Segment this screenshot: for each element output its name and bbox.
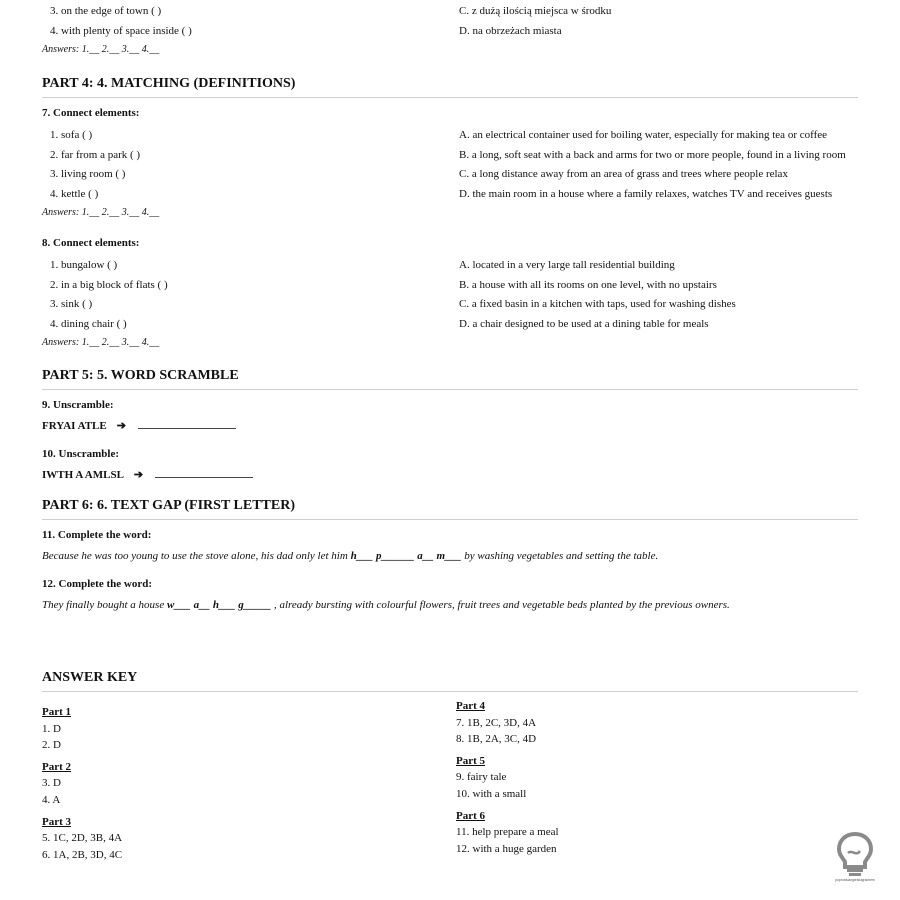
question-title: 7. Connect elements: — [42, 107, 140, 119]
gap-word[interactable]: p______ — [375, 550, 415, 562]
question-12 — [42, 577, 858, 612]
gap-sentence — [42, 549, 858, 563]
matching-left-item: 4. dining chair ( ) — [50, 317, 127, 330]
part5-section — [42, 367, 858, 390]
answer-key-group — [42, 704, 122, 754]
matching-row — [42, 295, 858, 315]
answer-key-title: ANSWER KEY — [42, 669, 858, 692]
matching-row — [42, 256, 858, 276]
sentence-text: by washing vegetables and setting the table. — [461, 550, 659, 562]
answer-key-part-heading: Part 2 — [42, 760, 72, 773]
answer-key-group — [456, 808, 559, 858]
question-8 — [42, 236, 858, 350]
matching-left-item: 3. sink ( ) — [50, 298, 93, 311]
answer-key-group — [42, 759, 122, 809]
answer-key-right-column — [456, 698, 559, 857]
answer-key-item: 11. help prepare a meal — [456, 826, 559, 839]
question-9 — [42, 398, 236, 433]
matching-left-item: 1. bungalow ( ) — [50, 259, 118, 271]
answers-line: Answers: 1.__ 2.__ 3.__ 4.__ — [42, 337, 160, 349]
matching-continuation — [42, 2, 858, 57]
sentence-text: Because he was too young to use the stove alone, his dad only let him — [42, 550, 351, 562]
matching-right-item: D. na obrzeżach miasta — [459, 24, 562, 37]
answers-line: Answers: 1.__ 2.__ 3.__ 4.__ — [42, 44, 160, 56]
matching-right-item: B. a house with all its rooms on one level, with no upstairs — [459, 278, 717, 291]
matching-row — [42, 22, 858, 42]
answer-key-item: 5. 1C, 2D, 3B, 4A — [42, 832, 123, 845]
matching-row — [42, 165, 858, 185]
answer-key-item: 3. D — [42, 777, 61, 790]
arrow-icon: ➔ — [116, 420, 126, 432]
question-title: 9. Unscramble: — [42, 399, 114, 411]
matching-row — [42, 185, 858, 205]
matching-right-item: D. a chair designed to be used at a dining table for meals — [459, 317, 709, 330]
gap-word[interactable]: h___ — [350, 550, 374, 562]
answer-key-part-heading: Part 6 — [456, 809, 486, 822]
answer-key-item: 6. 1A, 2B, 3D, 4C — [42, 848, 123, 861]
answers-line: Answers: 1.__ 2.__ 3.__ 4.__ — [42, 207, 160, 219]
matching-left-item: 4. with plenty of space inside ( ) — [50, 24, 192, 37]
gap-sentence — [42, 598, 858, 612]
arrow-icon: ➔ — [133, 469, 144, 481]
answer-key-item: 12. with a huge garden — [456, 842, 557, 855]
gap-word[interactable]: a__ — [193, 599, 211, 611]
matching-left-item: 4. kettle ( ) — [50, 187, 99, 200]
matching-left-item: 2. far from a park ( ) — [50, 148, 141, 161]
sentence-text: , already bursting with colourful flowers, fruit trees and vegetable beds planted by the previous owners. — [271, 599, 730, 611]
question-title: 12. Complete the word: — [42, 578, 152, 590]
question-title: 8. Connect elements: — [42, 237, 140, 249]
answer-key-item: 9. fairy tale — [456, 771, 507, 784]
part-title: PART 5: 5. WORD SCRAMBLE — [42, 367, 858, 390]
matching-left-item: 3. living room ( ) — [50, 168, 126, 181]
matching-row — [42, 126, 858, 146]
question-10 — [42, 447, 253, 482]
matching-right-item: C. a long distance away from an area of grass and trees where people relax — [459, 168, 788, 181]
answer-blank[interactable] — [155, 467, 253, 478]
question-title: 10. Unscramble: — [42, 448, 119, 460]
lightbulb-icon — [826, 831, 884, 883]
part6-section — [42, 497, 858, 520]
matching-row — [42, 315, 858, 335]
answer-key-left-column — [42, 704, 122, 863]
matching-right-item: D. the main room in a house where a family relaxes, watches TV and receives guests — [459, 187, 833, 200]
question-title: 11. Complete the word: — [42, 529, 152, 541]
answer-key-part-heading: Part 4 — [456, 700, 486, 712]
scrambled-word: IWTH A AMLSL — [42, 469, 124, 481]
matching-row — [42, 2, 858, 22]
answer-key-part-heading: Part 1 — [42, 706, 72, 718]
answer-key-item: 1. D — [42, 722, 61, 735]
sentence-text: They finally bought a house — [42, 599, 167, 611]
matching-right-item: A. located in a very large tall residential building — [459, 259, 675, 271]
answer-key-item: 8. 1B, 2A, 3C, 4D — [456, 733, 537, 746]
matching-right-item: B. a long, soft seat with a back and arms for two or more people, found in a living room — [459, 148, 846, 161]
part4-section — [42, 75, 858, 98]
matching-left-item: 1. sofa ( ) — [50, 129, 93, 141]
answer-key-item: 2. D — [42, 739, 61, 752]
matching-row — [42, 276, 858, 296]
gap-word[interactable]: a__ — [417, 550, 434, 562]
answer-key-group — [456, 698, 559, 748]
logo-caption: poprostuangielskigrachem — [835, 878, 875, 882]
scrambled-word: FRYAI ATLE — [42, 420, 107, 432]
matching-right-item: C. z dużą ilością miejsca w środku — [459, 5, 612, 17]
matching-left-item: 2. in a big block of flats ( ) — [50, 278, 168, 291]
matching-right-item: C. a fixed basin in a kitchen with taps, used for washing dishes — [459, 298, 736, 311]
brand-logo — [826, 831, 884, 883]
scramble-line — [42, 418, 236, 433]
gap-word[interactable]: w___ — [166, 599, 191, 611]
part-title: PART 4: 4. MATCHING (DEFINITIONS) — [42, 75, 858, 98]
answer-blank[interactable] — [138, 418, 236, 429]
question-7 — [42, 106, 858, 220]
gap-word[interactable]: h___ — [212, 599, 236, 611]
matching-right-item: A. an electrical container used for boiling water, especially for making tea or coffee — [459, 129, 828, 141]
answer-key-group — [456, 753, 559, 803]
answer-key-item: 7. 1B, 2C, 3D, 4A — [456, 716, 537, 729]
answer-key-group — [42, 814, 122, 864]
gap-word[interactable]: m___ — [436, 550, 462, 562]
answer-key-section — [42, 669, 858, 692]
answer-key-part-heading: Part 3 — [42, 815, 72, 828]
matching-left-item: 3. on the edge of town ( ) — [50, 5, 162, 17]
matching-row — [42, 146, 858, 166]
question-11 — [42, 528, 858, 563]
answer-key-item: 10. with a small — [456, 787, 527, 800]
answer-key-part-heading: Part 5 — [456, 754, 486, 767]
gap-word[interactable]: g_____ — [238, 599, 272, 611]
answer-key-item: 4. A — [42, 793, 61, 806]
part-title: PART 6: 6. TEXT GAP (FIRST LETTER) — [42, 497, 858, 520]
scramble-line — [42, 467, 253, 482]
